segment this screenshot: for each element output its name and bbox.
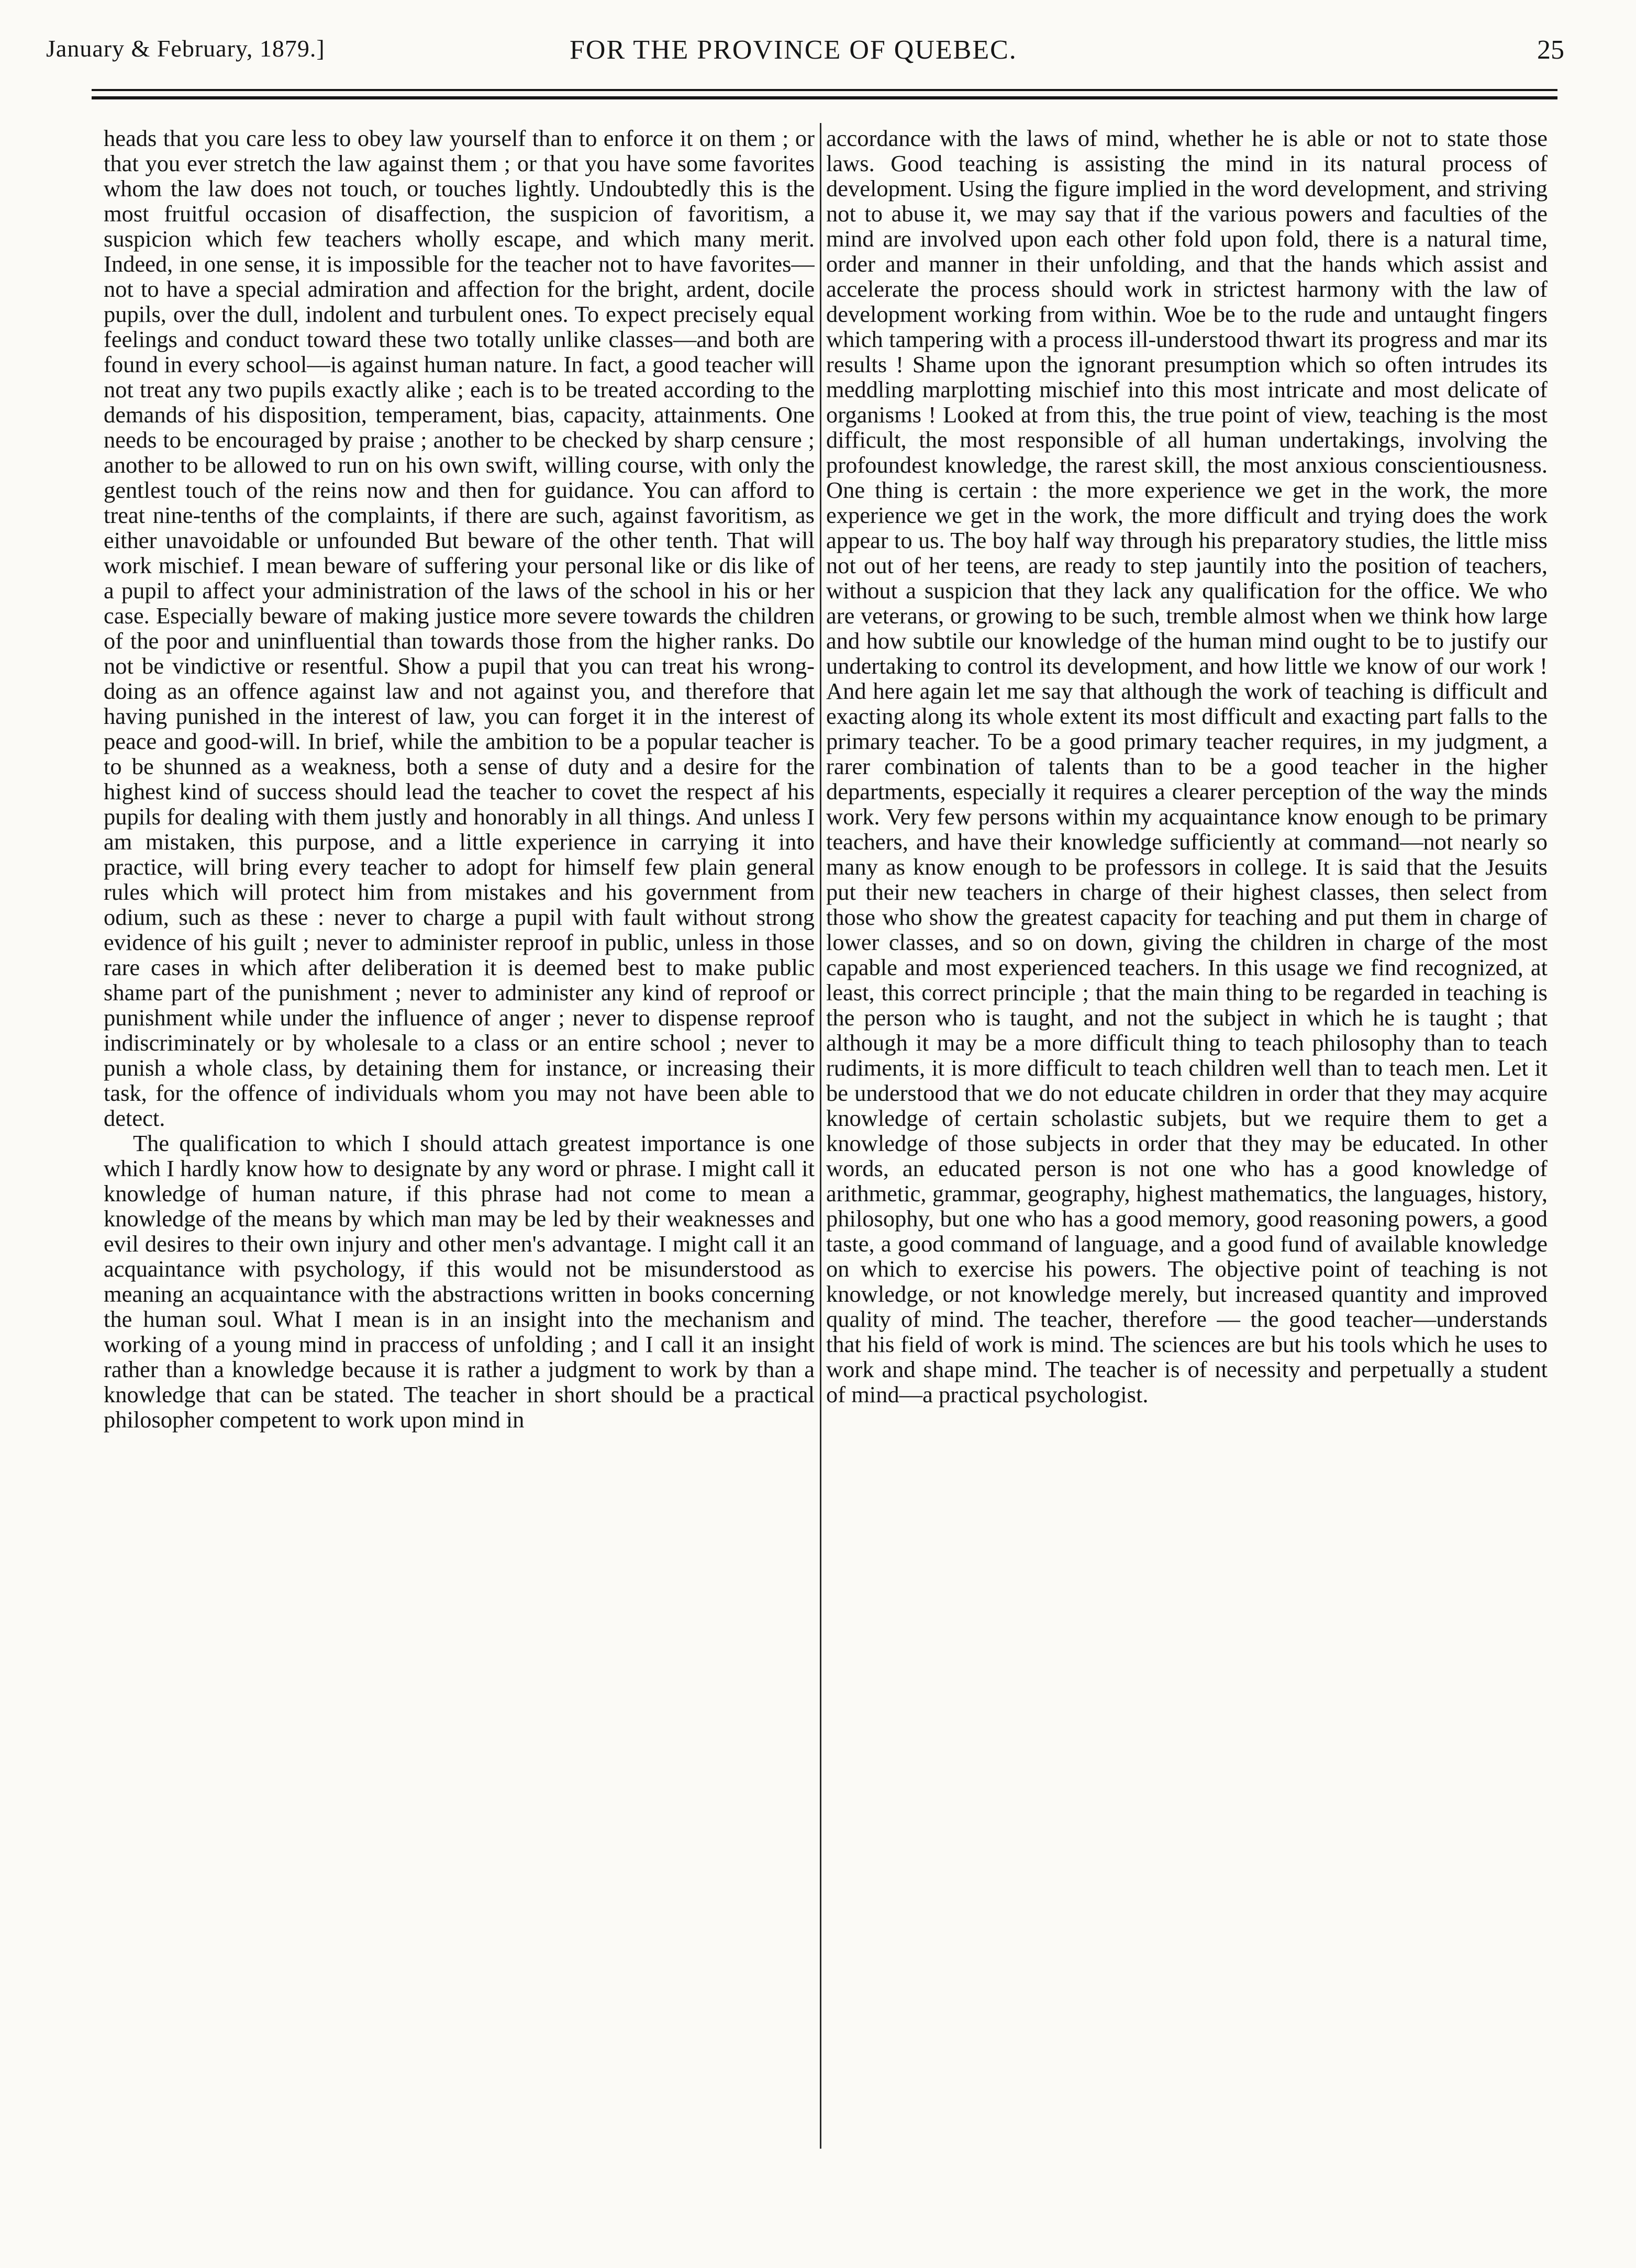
header-title: FOR THE PROVINCE OF QUEBEC. (570, 35, 1017, 65)
header-rule-thick (92, 96, 1557, 99)
header-date: January & February, 1879.] (46, 35, 325, 62)
right-column (826, 126, 1548, 2151)
left-paragraph-2: The qualification to which I should attach greatest importance is one which I hardly know how to designate by any word or phrase. I might call it knowledge of human nature, if this phrase had not come to mean a knowledge of the means by which man may be led by their weaknesses and evil desires to their own injury and other men's advantage. I might call it an acquaintance with psychology, if this would not be misunderstood as meaning an acquaintance with the abstractions written in books concerning the human soul. What I mean is in an insight into the mechanism and working of a young mind in praccess of unfolding ; and I call it an insight rather than a knowledge because it is rather a judgment to work by than a knowledge that can be stated. The teacher in short should be a practical philosopher competent to work upon mind in (104, 1130, 815, 1433)
left-column (104, 126, 815, 2151)
column-divider (820, 123, 821, 2149)
left-paragraph-1: heads that you care less to obey law yourself than to enforce it on them ; or that you ever stretch the law against them ; or that you have some favorites whom the law does not touch, or touches lightly. Undoubtedly this is the most fruitful occasion of disaffection, the suspicion of favoritism, a suspicion which few teachers wholly escape, and which many merit. Indeed, in one sense, it is impossible for the teacher not to have favorites—not to have a special admiration and affection for the bright, ardent, docile pupils, over the dull, indolent and turbulent ones. To expect precisely equal feelings and conduct toward these two totally unlike classes—and both are found in every school—is against human nature. In fact, a good teacher will not treat any two pupils exactly alike ; each is to be treated according to the demands of his disposition, temperament, bias, capacity, attainments. One needs to be encouraged by praise ; another to be checked by sharp censure ; another to be allowed to run on his own swift, willing course, with only the gentlest touch of the reins now and then for guidance. You can afford to treat nine-tenths of the complaints, if there are such, against favoritism, as either unavoidable or unfounded But beware of the other tenth. That will work mischief. I mean beware of suffering your personal like or dis like of a pupil to affect your administration of the laws of the school in his or her case. Especially beware of making justice more severe towards the children of the poor and uninfluential than towards those from the higher ranks. Do not be vindictive or resentful. Show a pupil that you can treat his wrong-doing as an offence against law and not against you, and therefore that having punished in the interest of law, you can forget it in the interest of peace and good-will. In brief, while the ambition to be a popular teacher is to be shunned as a weakness, both a sense of duty and a desire for the highest kind of success should lead the teacher to covet the respect af his pupils for dealing with them justly and honorably in all things. And unless I am mistaken, this purpose, and a little experience in carrying it into practice, will bring every teacher to adopt for himself few plain general rules which will protect him from mistakes and his government from odium, such as these : never to charge a pupil with fault without strong evidence of his guilt ; never to administer reproof in public, unless in those rare cases in which after deliberation it is deemed best to make public shame part of the punishment ; never to administer any kind of reproof or punishment while under the influence of anger ; never to dispense reproof indiscriminately or by wholesale to a class or an entire school ; never to punish a whole class, by detaining them for instance, or increasing their task, for the offence of individuals whom you may not have been able to detect. (104, 126, 815, 1131)
header-rule-thin (92, 89, 1557, 91)
running-header (46, 35, 1564, 66)
page-number: 25 (1537, 35, 1564, 65)
right-paragraph-1: accordance with the laws of mind, whether he is able or not to state those laws. Good teaching is assisting the mind in its natural process of development. Using the figure implied in the word development, and striving not to abuse it, we may say that if the various powers and faculties of the mind are involved upon each other fold upon fold, there is a natural time, order and manner in their unfolding, and that the hands which assist and accelerate the process should work in strictest harmony with the law of development working from within. Woe be to the rude and untaught fingers which tampering with a process ill-understood thwart its progress and mar its results ! Shame upon the ignorant presumption which so often intrudes its meddling marplotting mischief into this most intricate and most delicate of organisms ! Looked at from this, the true point of view, teaching is the most difficult, the most responsible of all human undertakings, involving the profoundest knowledge, the rarest skill, the most anxious conscientiousness. One thing is certain : the more experience we get in the work, the more experience we get in the work, the more difficult and trying does the work appear to us. The boy half way through his preparatory studies, the little miss not out of her teens, are ready to step jauntily into the position of teachers, without a suspicion that they lack any qualification for the office. We who are veterans, or growing to be such, tremble almost when we think how large and how subtile our knowledge of the human mind ought to be to justify our undertaking to control its development, and how little we know of our work ! And here again let me say that although the work of teaching is difficult and exacting along its whole extent its most difficult and exacting part falls to the primary teacher. To be a good primary teacher requires, in my judgment, a rarer combination of talents than to be a good teacher in the higher departments, especially it requires a clearer perception of the way the minds work. Very few persons within my acquaintance know enough to be primary teachers, and have their knowledge sufficiently at command—not nearly so many as know enough to be professors in college. It is said that the Jesuits put their new teachers in charge of their highest classes, then select from those who show the greatest capacity for teaching and put them in charge of lower classes, and so on down, giving the children in charge of the most capable and most experienced teachers. In this usage we find recognized, at least, this correct principle ; that the main thing to be regarded in teaching is the person who is taught, and not the subject in which he is taught ; that although it may be a more difficult thing to teach philosophy than to teach rudiments, it is more difficult to teach children well than to teach men. Let it be understood that we do not educate children in order that they may acquire knowledge of certain scholastic subjets, but we require them to get a knowledge of those subjects in order that they may be educated. In other words, an educated person is not one who has a good knowledge of arithmetic, grammar, geography, highest mathematics, the languages, history, philosophy, but one who has a good memory, good reasoning powers, a good taste, a good command of language, and a good fund of available knowledge on which to exercise his powers. The objective point of teaching is not knowledge, or not knowledge merely, but increased quantity and improved quality of mind. The teacher, therefore — the good teacher—understands that his field of work is mind. The sciences are but his tools which he uses to work and shape mind. The teacher is of necessity and perpetually a student of mind—a practical psychologist. (826, 126, 1548, 1407)
